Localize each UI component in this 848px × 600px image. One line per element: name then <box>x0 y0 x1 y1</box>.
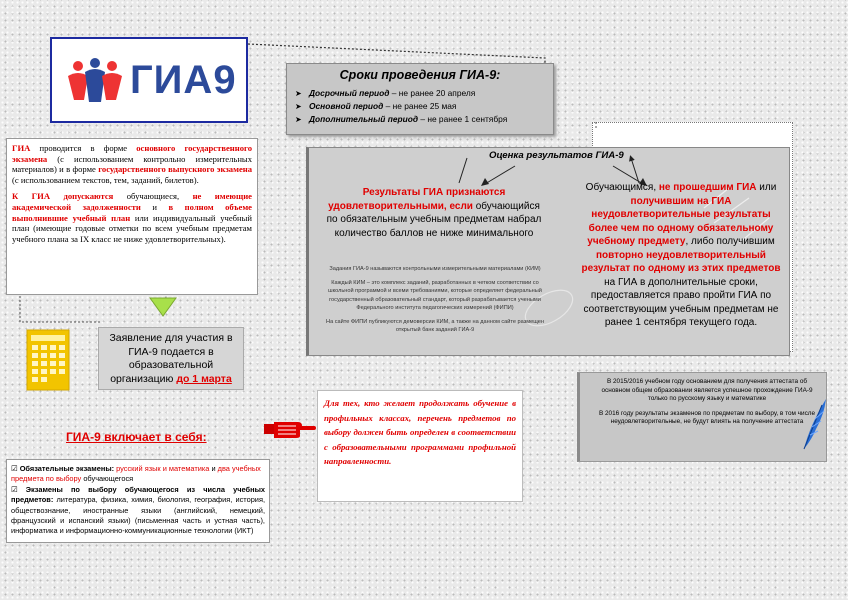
exams-box <box>6 459 270 543</box>
text-fragment: повторно неудовлетворительный результат по одному из этих предметов <box>581 249 781 274</box>
kim-note: На сайте ФИПИ публикуются демоверсии КИМ, а также на данном сайте размещен открытый банк заданий ГИА-9 <box>326 319 544 334</box>
evaluation-title: Оценка результатов ГИА-9 <box>489 150 624 161</box>
text-fragment: Обучающимся, <box>585 182 659 193</box>
includes-title: ГИА-9 включает в себя: <box>66 430 207 444</box>
text-fragment: обучающиеся, <box>113 191 193 202</box>
calendar-icon <box>24 327 72 393</box>
arrow-left-icon <box>479 164 519 188</box>
mandatory-exams <box>11 464 265 485</box>
choice-exams <box>11 485 265 537</box>
terms-item <box>295 100 545 113</box>
feather-pen-icon <box>800 395 830 451</box>
info-paragraph: В 2015/2016 учебном году основанием для получения аттестата об основном общем образовании является успешное прохождение ГИА-9 только по русскому языку и математике <box>601 378 813 403</box>
text-fragment: или <box>756 182 777 193</box>
terms-item-label: Досрочный период <box>309 88 390 98</box>
admission-paragraph <box>12 191 252 244</box>
text-fragment: русский язык и математика <box>114 464 210 473</box>
text-fragment: не прошедшим ГИА <box>658 182 757 193</box>
terms-item <box>295 113 545 126</box>
text-fragment: не имеющие академической задолженности <box>12 191 252 212</box>
text-fragment: литература, физика, химия, биология, география, история, обществознание, иностранные языки (английский, немецкий, французский и испанский языки) (письменная часть и устная часть), информатика и информационно-коммуникационные технологии (ИКТ) <box>11 495 265 536</box>
text-fragment: в полном объеме выполнившие учебный план <box>12 201 252 223</box>
terms-title: Сроки проведения ГИА-9: <box>339 68 501 82</box>
logo-text: ГИА9 <box>130 57 237 102</box>
text-fragment: обучающийся по обязательным учебным предметам набрал количество баллов не ниже минимального <box>326 200 542 239</box>
text-fragment: , либо получившим <box>685 236 775 247</box>
checkbox-icon: ☑ <box>11 484 26 494</box>
evaluation-right-text <box>579 181 783 330</box>
gia-form-paragraph <box>12 143 252 185</box>
text-fragment: (с использованием контрольно измерительных материалов) и в форме <box>12 153 252 175</box>
arrow-bullet-icon: ➤ <box>295 102 302 111</box>
terms-item-value: – не ранее 20 апреля <box>389 88 476 98</box>
text-fragment: обучающегося <box>81 474 134 484</box>
evaluation-left-text <box>325 186 543 240</box>
terms-item <box>295 87 545 100</box>
text-fragment: проводится в форме <box>30 143 137 153</box>
text-fragment: и <box>209 464 218 473</box>
kim-note: Задания ГИА-9 называются контрольными измерительными материалами (КИМ) <box>329 266 541 272</box>
kim-notes <box>319 265 551 340</box>
text-fragment: Экзамены по выбору обучающегося из числа учебных предметов: <box>11 484 265 505</box>
gia9-logo <box>50 37 248 123</box>
arrow-bullet-icon: ➤ <box>295 89 302 98</box>
text-fragment: основного государственного экзамена <box>12 143 252 164</box>
checkbox-icon: ☑ <box>11 464 20 473</box>
text-fragment: два учебных предмета по выбору <box>11 464 261 484</box>
text-fragment: (с использованием текстов, тем, заданий, билетов). <box>12 174 199 185</box>
text-fragment: ГИА <box>12 143 31 153</box>
text-fragment: на ГИА в дополнительные сроки, предоставляется право пройти ГИА по соответствующим учебным предметам не ранее 1 сентября текущего года. <box>583 276 779 328</box>
application-text: Заявление для участия в ГИА-9 подается в образовательной организацию <box>109 332 233 385</box>
text-fragment: К ГИА допускаются <box>12 191 114 202</box>
kim-note: Каждый КИМ – это комплекс заданий, разработанных в четком соответствии со школьной программой и всеми требованиями, которые определяет федеральный государственный образовательный стандарт, который разрабатывается учеными Федерального института педагогических измерений (ФИПИ) <box>328 280 542 311</box>
terms-item-label: Основной период <box>309 101 384 111</box>
green-arrow-icon <box>148 296 178 318</box>
terms-box <box>286 63 554 135</box>
text-fragment: или индивидуальный учебный план (имеющие годовые отметки по всем учебным предметам учебного плана за IX класс не ниже удовлетворительных). <box>12 212 252 244</box>
arrow-bullet-icon: ➤ <box>295 115 302 124</box>
info-2016-box <box>577 372 827 462</box>
terms-item-value: – не ранее 25 мая <box>383 101 457 111</box>
pointing-hand-icon <box>264 416 316 442</box>
gia-form-text-box <box>6 138 258 295</box>
evaluation-box <box>306 147 790 356</box>
text-fragment: Обязательные экзамены: <box>19 464 115 473</box>
terms-item-value: – не ранее 1 сентября <box>418 114 508 124</box>
info-paragraph: В 2016 году результаты экзаменов по предметам по выбору, в том числе неудовлетворительные, не будут влиять на получение аттестата <box>598 409 816 426</box>
application-deadline: до 1 марта <box>176 372 232 385</box>
text-fragment: Результаты ГИА признаются удовлетворительными, если <box>328 187 506 212</box>
profile-classes-text: Для тех, кто желает продолжать обучение в профильных классах, перечень предметов по выбору должен быть определен в соответствии с образовательными программами профильной направленности. <box>317 390 523 502</box>
application-box <box>98 327 244 390</box>
text-fragment: государственного выпускного экзамена <box>98 164 253 175</box>
people-logo-icon <box>66 56 124 104</box>
text-fragment: и <box>140 201 169 212</box>
terms-item-label: Дополнительный период <box>309 114 419 124</box>
text-fragment: получившим на ГИА неудовлетворительные результаты более чем по одному обязательному учебному предмету <box>587 195 774 247</box>
